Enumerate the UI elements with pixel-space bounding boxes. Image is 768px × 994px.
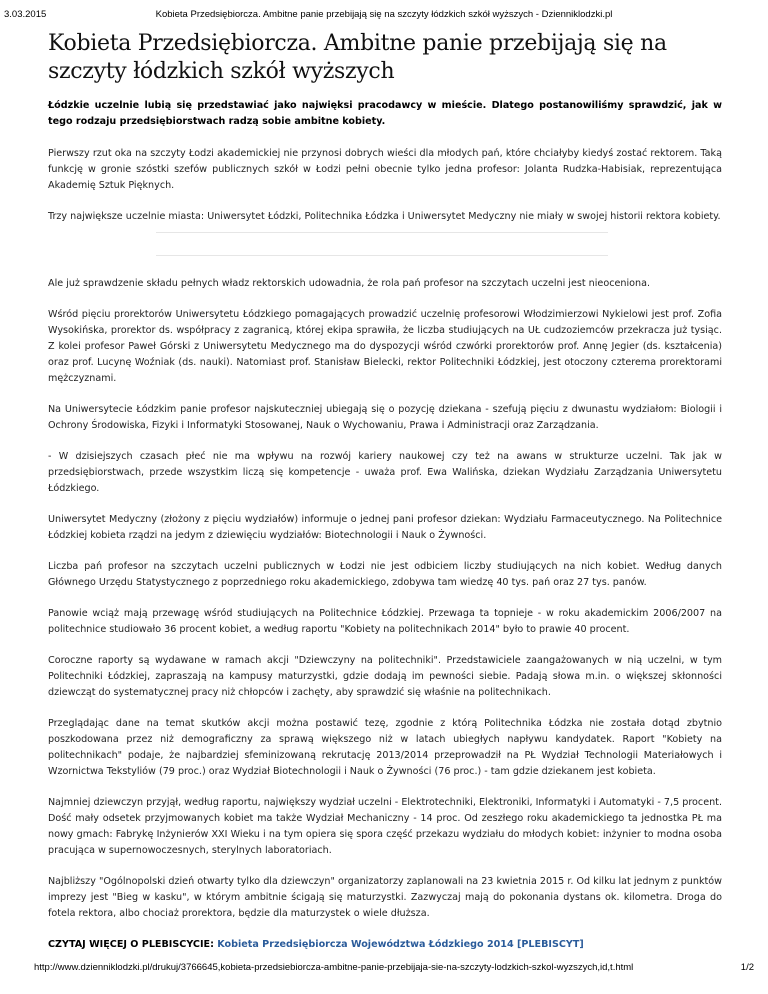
read-more bbox=[48, 937, 722, 953]
article-paragraph: Panowie wciąż mają przewagę wśród studiujących na Politechnice Łódzkiej. Przewaga ta topnieje - w roku akademickim 2006/2007 na politechnice studiowało 36 procent kobiet, a według raportu "Kobiety na politechnikach 2014" było to prawie 40 procent. bbox=[48, 608, 722, 635]
article-paragraph: Najmniej dziewczyn przyjął, według raportu, największy wydział uczelni - Elektrotechniki, Elektroniki, Informatyki i Automatyki - 7,5 procent. Dość mały odsetek przyjmowanych kobiet ma także Wydział Mechaniczny - 14 proc. Od zeszłego roku akademickiego ta jednostka PŁ ma nowy gmach: Fabrykę Inżynierów XXI Wieku i na tym opiera się spora część przekazu wydziału do młodych kobiet: inżynier to modna osoba pracująca w supernowoczesnych, sterylnych laboratoriach. bbox=[48, 797, 722, 856]
article-paragraph: Przeglądając dane na temat skutków akcji można postawić tezę, zgodnie z którą Politechnika Łódzka nie została dotąd zbytnio poszkodowana przez niż demograficzny za sprawą większego niż w latach ubiegłych napływu kandydatek. Raport "Kobiety na politechnikach" podaje, że najbardziej sfeminizowaną rekrutację 2013/2014 przeprowadził na PŁ Wydział Technologii Materiałowych i Wzornictwa Tekstyliów (79 proc.) oraz Wydział Biotechnologii i Nauk o Żywności (76 proc.) - tam gdzie dziekanem jest kobieta. bbox=[48, 718, 722, 777]
article-paragraph: Liczba pań profesor na szczytach uczelni publicznych w Łodzi nie jest odbiciem liczby studiujących na nich kobiet. Według danych Głównego Urzędu Statystycznego z poprzedniego roku akademickiego, zdobywa tam wiedzę 40 tys. pań oraz 27 tys. panów. bbox=[48, 561, 722, 588]
ad-placeholder bbox=[156, 232, 608, 256]
article bbox=[48, 30, 722, 953]
article-paragraph: Trzy największe uczelnie miasta: Uniwersytet Łódzki, Politechnika Łódzka i Uniwersytet Medyczny nie miały w swojej historii rektora kobiety. bbox=[48, 211, 721, 222]
print-date: 3.03.2015 bbox=[4, 9, 47, 20]
article-paragraph: Uniwersytet Medyczny (złożony z pięciu wydziałów) informuje o jednej pani profesor dziekan: Wydziału Farmaceutycznego. Na Politechnice Łódzkiej kobieta rządzi na jedym z dziewięciu wydziałów: Biotechnologii i Nauk o Żywności. bbox=[48, 514, 722, 541]
page-number: 1/2 bbox=[740, 962, 754, 973]
article-paragraph: Ale już sprawdzenie składu pełnych władz rektorskich udowadnia, że rola pań profesor na szczytach uczelni jest nieoceniona. bbox=[48, 278, 650, 289]
article-paragraph: - W dzisiejszych czasach płeć nie ma wpływu na rozwój kariery naukowej czy też na awans w strukturze uczelni. Tak jak w przedsiębiorstwach, przede wszystkim liczą się kompetencje - uważa prof. Ewa Walińska, dziekan Wydziału Zarządzania Uniwersytetu Łódzkiego. bbox=[48, 451, 722, 494]
article-headline: Kobieta Przedsiębiorcza. Ambitne panie przebijają się na szczyty łódzkich szkół wyższych bbox=[48, 31, 667, 84]
article-paragraph: Pierwszy rzut oka na szczyty Łodzi akademickiej nie przynosi dobrych wieści dla młodych pań, które chciałyby kiedyś zostać rektorem. Taką funkcję w gronie szóstki szefów publicznych szkół w Łodzi pełni obecnie tylko jedna profesor: Jolanta Rudzka-Habisiak, reprezentująca Akademię Sztuk Pięknych. bbox=[48, 148, 722, 191]
print-url: http://www.dzienniklodzki.pl/drukuj/3766645,kobieta-przedsiebiorcza-ambitne-panie-przebijaja-sie-na-szczyty-lodzkich-szkol-wyzszych,id,t.html bbox=[34, 962, 634, 973]
article-paragraph: Najbliższy "Ogólnopolski dzień otwarty tylko dla dziewczyn" organizatorzy zaplanowali na 23 kwietnia 2015 r. Od kilku lat jednym z punktów imprezy jest "Bieg w kasku", w którym ambitnie ścigają się maturzystki. Zazwyczaj mają do pokonania dystans ok. kilometra. Droga do fotela rektora, albo chociaż prorektora, będzie dla maturzystek o wiele dłuższa. bbox=[48, 876, 722, 919]
print-header bbox=[0, 9, 768, 23]
print-page-title: Kobieta Przedsiębiorcza. Ambitne panie przebijają się na szczyty łódzkich szkół wyższych - Dzienniklodzki.pl bbox=[155, 9, 613, 20]
read-more-link[interactable]: Kobieta Przedsiębiorcza Województwa Łódzkiego 2014 [PLEBISCYT] bbox=[217, 939, 584, 950]
article-paragraph: Wśród pięciu prorektorów Uniwersytetu Łódzkiego pomagających prowadzić uczelnię profesorowi Włodzimierzowi Nykielowi jest prof. Zofia Wysokińska, prorektor ds. współpracy z zagranicą, której ekipa sprawiła, że liczba studiujących na UŁ cudzoziemców przekracza już tysiąc. Z kolei profesor Paweł Górski z Uniwersytetu Medycznego ma do dyspozycji wśród czwórki prorektorów prof. Annę Jegier (ds. kształcenia) oraz prof. Lucynę Woźniak (ds. nauki). Natomiast prof. Stanisław Bielecki, rektor Politechniki Łódzkiej, jest otoczony czterema prorektorami mężczyznami. bbox=[48, 309, 722, 384]
print-footer bbox=[0, 962, 768, 976]
article-paragraph: Coroczne raporty są wydawane w ramach akcji "Dziewczyny na politechniki". Przedstawiciele zaangażowanych w nią uczelni, w tym Politechniki Łódzkiej, zapraszają na kampusy maturzystki, gdzie dodają im pewności siebie. Padają słowa m.in. o większej skłonności dziewcząt do systematycznej pracy niż chłopców i zachęty, aby sprawdzić się właśnie na politechnikach. bbox=[48, 655, 722, 698]
article-paragraph: Na Uniwersytecie Łódzkim panie profesor najskuteczniej ubiegają się o pozycję dziekana - szefują pięciu z dwunastu wydziałom: Biologii i Ochrony Środowiska, Fizyki i Informatyki Stosowanej, Nauk o Wychowaniu, Prawa i Administracji oraz Zarządzania. bbox=[48, 404, 722, 431]
article-lead: Łódzkie uczelnie lubią się przedstawiać jako najwięksi pracodawcy w mieście. Dlatego postanowiliśmy sprawdzić, jak w tego rodzaju przedsiębiorstwach radzą sobie ambitne kobiety. bbox=[48, 100, 722, 127]
read-more-label: CZYTAJ WIĘCEJ O PLEBISCYCIE: bbox=[48, 939, 214, 950]
